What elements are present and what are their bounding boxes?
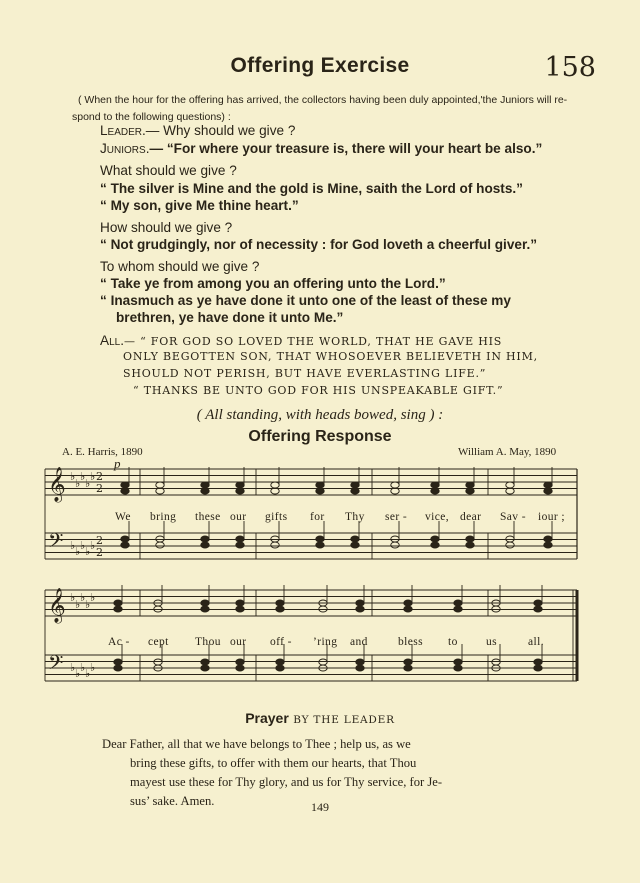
note-head — [236, 542, 244, 548]
flat-sign: ♭ — [75, 545, 81, 558]
time-sig-bottom: 2 — [96, 546, 103, 559]
note-head — [236, 665, 244, 671]
note-head — [534, 600, 542, 606]
singing-instruction: ( All standing, with heads bowed, sing ) : — [196, 407, 444, 423]
note-head — [454, 665, 462, 671]
page-title: Offering Exercise — [230, 54, 410, 77]
note-head — [506, 542, 514, 548]
note-head — [319, 606, 327, 612]
lyric-syllable: vice, — [425, 511, 450, 523]
note-head — [351, 488, 359, 494]
note-head — [201, 606, 209, 612]
lyric-syllable: all. — [528, 636, 544, 648]
flat-sign: ♭ — [90, 470, 96, 483]
lyric-syllable: these — [195, 511, 221, 523]
note-head — [431, 488, 439, 494]
all-line-1: — “ FOR GOD SO LOVED THE WORLD, THAT HE GAVE HIS — [123, 335, 503, 348]
prayer-line-1: Dear Father, all that we have belongs to Thee ; help us, as we — [102, 737, 411, 751]
dynamic-marking: p — [114, 456, 121, 471]
composer-left: A. E. Harris, 1890 — [62, 446, 143, 458]
prayer-line-3: mayest use these for Thy glory, and us for Thy service, for Je- — [130, 775, 443, 789]
note-head — [271, 542, 279, 548]
leader-text: — Why should we give ? — [145, 123, 296, 138]
note-head — [201, 482, 209, 488]
prayer-line-4: sus’ sake. Amen. — [130, 794, 215, 808]
note-head — [391, 536, 399, 542]
page-number: 158 — [544, 52, 596, 83]
note-head — [201, 542, 209, 548]
lyric-syllable: We — [115, 511, 131, 523]
flat-sign: ♭ — [75, 667, 81, 680]
note-head — [201, 659, 209, 665]
note-head — [544, 488, 552, 494]
flat-sign: ♭ — [80, 539, 86, 552]
lyric-syllable: for — [310, 511, 325, 523]
flat-sign: ♭ — [70, 539, 76, 552]
flat-sign: ♭ — [75, 598, 81, 611]
note-head — [236, 482, 244, 488]
intro-line-2: spond to the following questions) : — [72, 111, 231, 123]
lyric-syllable: Thou — [195, 636, 221, 648]
note-head — [236, 488, 244, 494]
prayer-subtitle: BY THE LEADER — [293, 714, 395, 726]
note-head — [114, 665, 122, 671]
note-head — [534, 665, 542, 671]
note-head — [276, 600, 284, 606]
flat-sign: ♭ — [85, 477, 91, 490]
answer-4-line-3: brethren, ye have done it unto Me.” — [116, 310, 344, 325]
note-head — [431, 542, 439, 548]
flat-sign: ♭ — [70, 661, 76, 674]
lyric-syllable: dear — [460, 511, 482, 523]
note-head — [236, 536, 244, 542]
note-head — [156, 482, 164, 488]
note-head — [121, 488, 129, 494]
intro-line-1: ( When the hour for the offering has arrived, the collectors having been duly appointed,'the Juniors will re- — [78, 94, 568, 106]
note-head — [316, 482, 324, 488]
all-line-4: “ THANKS BE UNTO GOD FOR HIS UNSPEAKABLE GIFT.” — [133, 384, 504, 397]
note-head — [356, 600, 364, 606]
note-head — [506, 482, 514, 488]
note-head — [114, 600, 122, 606]
time-sig-top: 2 — [96, 534, 103, 547]
note-head — [156, 536, 164, 542]
all-line-2: ONLY BEGOTTEN SON, THAT WHOSOEVER BELIEVETH IN HIM, — [123, 350, 538, 363]
footer-page-number: 149 — [311, 800, 329, 814]
note-head — [534, 659, 542, 665]
lyric-syllable: gifts — [265, 511, 288, 523]
flat-sign: ♭ — [75, 477, 81, 490]
note-head — [316, 542, 324, 548]
note-head — [121, 536, 129, 542]
note-head — [356, 665, 364, 671]
lyric-syllable: cept — [148, 636, 169, 648]
flat-sign: ♭ — [80, 661, 86, 674]
note-head — [121, 482, 129, 488]
lyric-syllable: and — [350, 636, 368, 648]
note-head — [154, 606, 162, 612]
note-head — [431, 536, 439, 542]
answer-3: “ Not grudgingly, nor of necessity : for God loveth a cheerful giver.” — [100, 237, 538, 252]
lyric-syllable: ’ring — [313, 636, 338, 648]
note-head — [236, 600, 244, 606]
flat-sign: ♭ — [90, 661, 96, 674]
lyric-syllable: our — [230, 636, 247, 648]
lyric-syllable: ser - — [385, 511, 408, 523]
note-head — [201, 665, 209, 671]
note-head — [351, 482, 359, 488]
question-3: How should we give ? — [100, 220, 233, 235]
flat-sign: ♭ — [90, 539, 96, 552]
bass-clef: 𝄢 — [48, 651, 64, 679]
answer-2-line-2: “ My son, give Me thine heart.” — [100, 198, 299, 213]
lyric-syllable: our — [230, 511, 247, 523]
note-head — [404, 600, 412, 606]
note-head — [544, 482, 552, 488]
answer-4-line-2: “ Inasmuch as ye have done it unto one of the least of these my — [100, 293, 511, 308]
lyric-syllable: bring — [150, 511, 177, 523]
lyric-syllable: off - — [270, 636, 292, 648]
note-head — [391, 482, 399, 488]
note-head — [404, 606, 412, 612]
lyric-syllable: us — [486, 636, 498, 648]
answer-2-line-1: “ The silver is Mine and the gold is Mine, saith the Lord of hosts.” — [100, 181, 523, 196]
note-head — [492, 659, 500, 665]
question-4: To whom should we give ? — [100, 259, 260, 274]
prayer-heading — [0, 710, 640, 727]
answer-4-line-1: “ Take ye from among you an offering unto the Lord.” — [100, 276, 446, 291]
time-sig-bottom: 2 — [96, 482, 103, 495]
all-label: All. — [100, 333, 124, 348]
note-head — [276, 606, 284, 612]
note-head — [454, 606, 462, 612]
hymn-title: Offering Response — [248, 428, 392, 445]
prayer-line-2: bring these gifts, to offer with them our hearts, that Thou — [130, 756, 417, 770]
flat-sign: ♭ — [85, 667, 91, 680]
flat-sign: ♭ — [80, 591, 86, 604]
lyric-syllable: to — [448, 636, 458, 648]
note-head — [404, 665, 412, 671]
leader-label: Leader. — [100, 123, 146, 138]
note-head — [351, 542, 359, 548]
treble-clef: 𝄞 — [48, 588, 66, 623]
note-head — [454, 600, 462, 606]
flat-sign: ♭ — [80, 470, 86, 483]
note-head — [236, 606, 244, 612]
note-head — [544, 542, 552, 548]
note-head — [454, 659, 462, 665]
note-head — [114, 606, 122, 612]
note-head — [271, 536, 279, 542]
juniors-label: Juniors. — [100, 141, 150, 156]
note-head — [121, 542, 129, 548]
lyric-syllable: Ac - — [108, 636, 130, 648]
lyric-syllable: bless — [398, 636, 423, 648]
lyric-syllable: iour ; — [538, 511, 565, 523]
note-head — [236, 659, 244, 665]
flat-sign: ♭ — [85, 545, 91, 558]
question-2: What should we give ? — [100, 163, 237, 178]
treble-clef: 𝄞 — [48, 467, 66, 502]
flat-sign: ♭ — [70, 591, 76, 604]
note-head — [356, 659, 364, 665]
note-head — [544, 536, 552, 542]
lyric-syllable: Thy — [345, 511, 365, 523]
flat-sign: ♭ — [85, 598, 91, 611]
juniors-text: — “For where your treasure is, there will your heart be also.” — [149, 141, 543, 156]
note-head — [154, 659, 162, 665]
note-head — [351, 536, 359, 542]
note-head — [492, 606, 500, 612]
note-head — [276, 665, 284, 671]
note-head — [466, 482, 474, 488]
bass-clef: 𝄢 — [48, 529, 64, 557]
all-line-3: SHOULD NOT PERISH, BUT HAVE EVERLASTING LIFE.” — [123, 367, 487, 380]
note-head — [276, 659, 284, 665]
note-head — [271, 482, 279, 488]
note-head — [534, 606, 542, 612]
note-head — [201, 488, 209, 494]
note-head — [466, 542, 474, 548]
time-sig-top: 2 — [96, 470, 103, 483]
note-head — [201, 536, 209, 542]
note-head — [506, 536, 514, 542]
prayer-title: Prayer — [245, 710, 289, 726]
note-head — [466, 488, 474, 494]
note-head — [201, 600, 209, 606]
composer-right: William A. May, 1890 — [458, 446, 557, 458]
note-head — [316, 488, 324, 494]
note-head — [316, 536, 324, 542]
note-head — [466, 536, 474, 542]
flat-sign: ♭ — [70, 470, 76, 483]
note-head — [431, 482, 439, 488]
note-head — [114, 659, 122, 665]
lyric-syllable: Sav - — [500, 511, 526, 523]
note-head — [156, 542, 164, 548]
flat-sign: ♭ — [90, 591, 96, 604]
note-head — [404, 659, 412, 665]
note-head — [391, 542, 399, 548]
note-head — [356, 606, 364, 612]
note-head — [319, 659, 327, 665]
